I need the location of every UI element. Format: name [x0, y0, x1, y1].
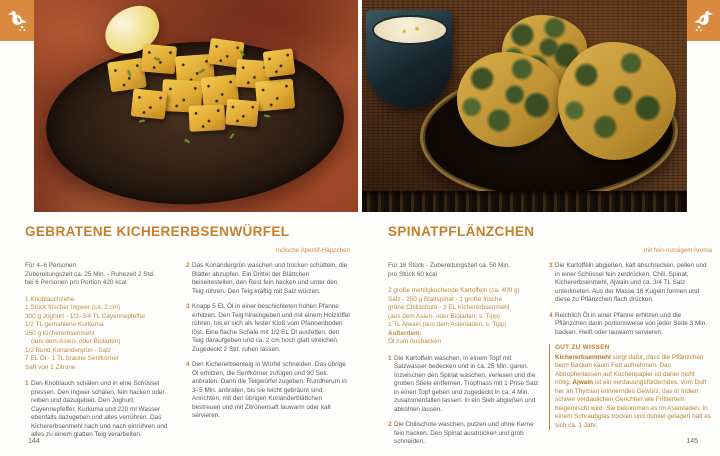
step-number: 2 — [186, 262, 190, 269]
page-number-right: 145 — [686, 438, 698, 445]
corner-ornament-right — [687, 0, 720, 41]
bird-ornament-icon — [7, 7, 28, 34]
step-number: 2 — [388, 421, 392, 429]
step-number: 3 — [186, 303, 190, 311]
left-page-column-2 — [186, 262, 350, 428]
ingredient-list — [388, 287, 541, 347]
yogurt-dip-cup — [366, 10, 452, 108]
ingredient-line: 1 Stück frischer Ingwer (ca. 2 cm) — [25, 304, 121, 312]
bird-ornament-icon — [693, 7, 714, 34]
serving-info-line: bei 6 Personen pro Portion 420 kcal — [25, 279, 127, 287]
step-number: 4 — [186, 361, 190, 369]
serving-info — [388, 262, 541, 279]
ingredient-line: 1 TL Ajwain (aus dem Asienladen, s. Tipp) — [388, 321, 507, 329]
chickpea-cube — [131, 88, 168, 119]
step-text: Die Kartoffeln waschen, in einem Topf mit Salzwasser bedecken und in ca. 25 Min. garen. Inzwischen den Spinat waschen, verlesen und die groben Stiele entfernen. Tropfnass mit 1 Prise Salz in einen Topf geben und zugedeckt in ca. 4 Min. zusammenfallen lassen. In ein Sieb abgießen und abkühlen lassen. — [394, 354, 539, 413]
recipe-step — [25, 380, 178, 440]
ingredient-line: 7 EL Öl - 1 TL braune Senfkörner — [25, 355, 119, 363]
ingredient-line: Außerdem: — [388, 329, 422, 337]
right-page-column-1 — [388, 262, 541, 454]
ingredient-line: (aus dem Asien- oder Bioladen) — [31, 338, 121, 346]
photo-chickpea-cubes — [34, 0, 358, 212]
ingredient-list — [25, 296, 178, 373]
step-number: 4 — [549, 311, 553, 319]
serving-info — [25, 262, 178, 288]
ingredient-line: Öl zum Ausbacken — [388, 338, 442, 346]
step-text: Den Knoblauch schälen und in eine Schüssel pressen. Den Ingwer schälen, fein hacken oder reiben und dazugeben. Den Joghurt, Cayennepfeffer, Kurkuma und 220 ml Wasser ebenfalls dazugeben und alles verrühren. Das Kichererbsenmehl nach und nach einrühren und alles zu einem glatten Teig verarbeiten. — [31, 380, 168, 439]
tip-box-text — [555, 354, 712, 431]
page-number-left: 144 — [28, 438, 40, 445]
step-number: 3 — [549, 262, 553, 269]
ingredient-line: 1/2 Bund Koriandergrün - Salz — [25, 346, 111, 354]
ingredient-line: 1/2 TL gemahlene Kurkuma — [25, 321, 104, 329]
recipe-step — [186, 361, 350, 421]
serving-info-line: Zubereitungszeit ca. 25 Min. - Ruhezeit 2 Std. — [25, 270, 155, 278]
recipe-step — [549, 262, 712, 305]
corner-ornament-left — [0, 0, 34, 41]
chickpea-cube — [225, 99, 259, 128]
step-number: 1 — [25, 380, 29, 388]
yogurt-dip — [372, 15, 448, 45]
tip-text-segment: ist ein verdauungsförderndes, vom Duft her an Thymian erinnerndes Gewürz, das in Indien schwer verdaulichen Gerichten wie Frittiertem beigemischt wird. Sie bekommen es im Asienladen. In einem Schraubglas trocken und dunkel gelagert hält es sich ca. 1 Jahr. — [555, 379, 711, 429]
serving-info-line: Für 16 Stück - Zubereitungszeit ca. 50 Min. — [388, 262, 511, 269]
photo-spinach-patties — [362, 0, 687, 212]
step-text: Den Kichererbsenteig in Würfel schneiden. Das übrige Öl erhitzen, die Senfkörner zufügen und 30 Sek. anbraten. Dann die Teigwürfel zugeben. Rundherum in 3–5 Min. anbraten, bis sie leicht gebräunt sind. Anrichten, mit den übrigen Korianderblättchen bestreuen und mit Zitronensaft lauwarm oder kalt servieren. — [192, 361, 347, 420]
tip-box — [549, 344, 712, 430]
tip-box-title: GUT ZU WISSEN — [555, 344, 610, 352]
recipe-step — [388, 421, 541, 447]
tip-text-segment: sorgt dafür, dass die Pflänzchen beim Backen kaum Fett aufnehmen. Das Abtropfenlassen auf Küchenpapier ist daher nicht nötig. — [555, 353, 704, 387]
recipe-step — [186, 303, 350, 354]
ingredient-line: 250 g Kichererbsenmehl — [25, 329, 95, 337]
ingredient-line: Salz - 250 g Blattspinat - 1 große frische — [388, 295, 503, 303]
recipe-title-left: GEBRATENE KICHERERBSENWÜRFEL — [25, 224, 290, 239]
step-text: Die Kartoffeln abgießen, kalt abschrecken, pellen und in einer Schüssel fein zerdrücken. Chili, Spinat, Kichererbsenmehl, Ajwain und ca. 3/4 TL Salz unterkneten. Aus der Masse 16 Kugeln formen und diese zu Pflänzchen flach drücken. — [555, 262, 707, 304]
serving-info-line: pro Stück 60 kcal — [388, 270, 438, 278]
tip-bold-term: Kichererbsenmehl — [555, 353, 611, 361]
recipe-step — [388, 355, 541, 415]
step-text: Die Chilischote waschen, putzen und ohne Kerne fein hacken. Den Spinat ausdrücken und grob schneiden. — [394, 421, 534, 446]
recipe-subtitle-right: mit fein-nussigem Aroma — [643, 247, 712, 254]
chickpea-cube — [255, 78, 295, 111]
step-number: 1 — [388, 354, 392, 362]
serving-info-line: Für 4–6 Personen — [25, 262, 77, 269]
chickpea-cube — [263, 48, 296, 77]
tip-bold-term: Ajwain — [572, 379, 594, 387]
ingredient-line: 1 Knoblauchzehe — [25, 295, 75, 303]
recipe-title-right: SPINATPFLÄNZCHEN — [388, 224, 535, 239]
recipe-step — [549, 312, 712, 338]
recipe-subtitle-left: Indische Aperitif-Häppchen — [276, 247, 350, 254]
beaded-mat-edge — [362, 191, 687, 212]
right-page-column-2 — [549, 262, 712, 430]
left-page-column-1 — [25, 262, 178, 447]
step-text: Knapp 5 EL Öl in einer beschichteten hohen Pfanne erhitzen. Den Teig hineingeben und mit einem Holzlöffel rühren, bis er sich als fester Kloß vom Pfannenboden löst. Eine flache Schale mit 1/2 EL Öl ausfetten, den Teig daraufgeben und ca. 2 cm hoch glatt streichen. Zugedeckt 2 Std. ruhen lassen. — [192, 303, 350, 353]
ingredient-line: Saft von 1 Zitrone — [25, 363, 76, 371]
ingredient-line: (aus dem Asien- oder Bioladen, s. Tipp) — [388, 312, 500, 320]
step-text: Reichlich Öl in einer Pfanne erhitzen und die Pflänzchen darin portionsweise von jeder Seite 3 Min. backen. Heiß oder lauwarm servieren. — [555, 311, 708, 336]
recipe-step — [186, 262, 350, 296]
chickpea-cube — [188, 104, 225, 132]
step-text: Das Koriandergrün waschen und trocken schütteln, die Blätter abzupfen. Ein Drittel der Blättchen beiseitestellen, den Rest fein hacken und unter den Teig rühren. Den Teig kräftig mit Salz würzen. — [192, 262, 348, 295]
ingredient-line: grüne Chilischote - 3 EL Kichererbsenmehl — [388, 304, 510, 312]
ingredient-line: 2 große mehligkochende Kartoffeln (ca. 400 g) — [388, 287, 520, 295]
ingredient-line: 300 g Joghurt - 1/2–3/4 TL Cayennepfeffer — [25, 312, 146, 320]
